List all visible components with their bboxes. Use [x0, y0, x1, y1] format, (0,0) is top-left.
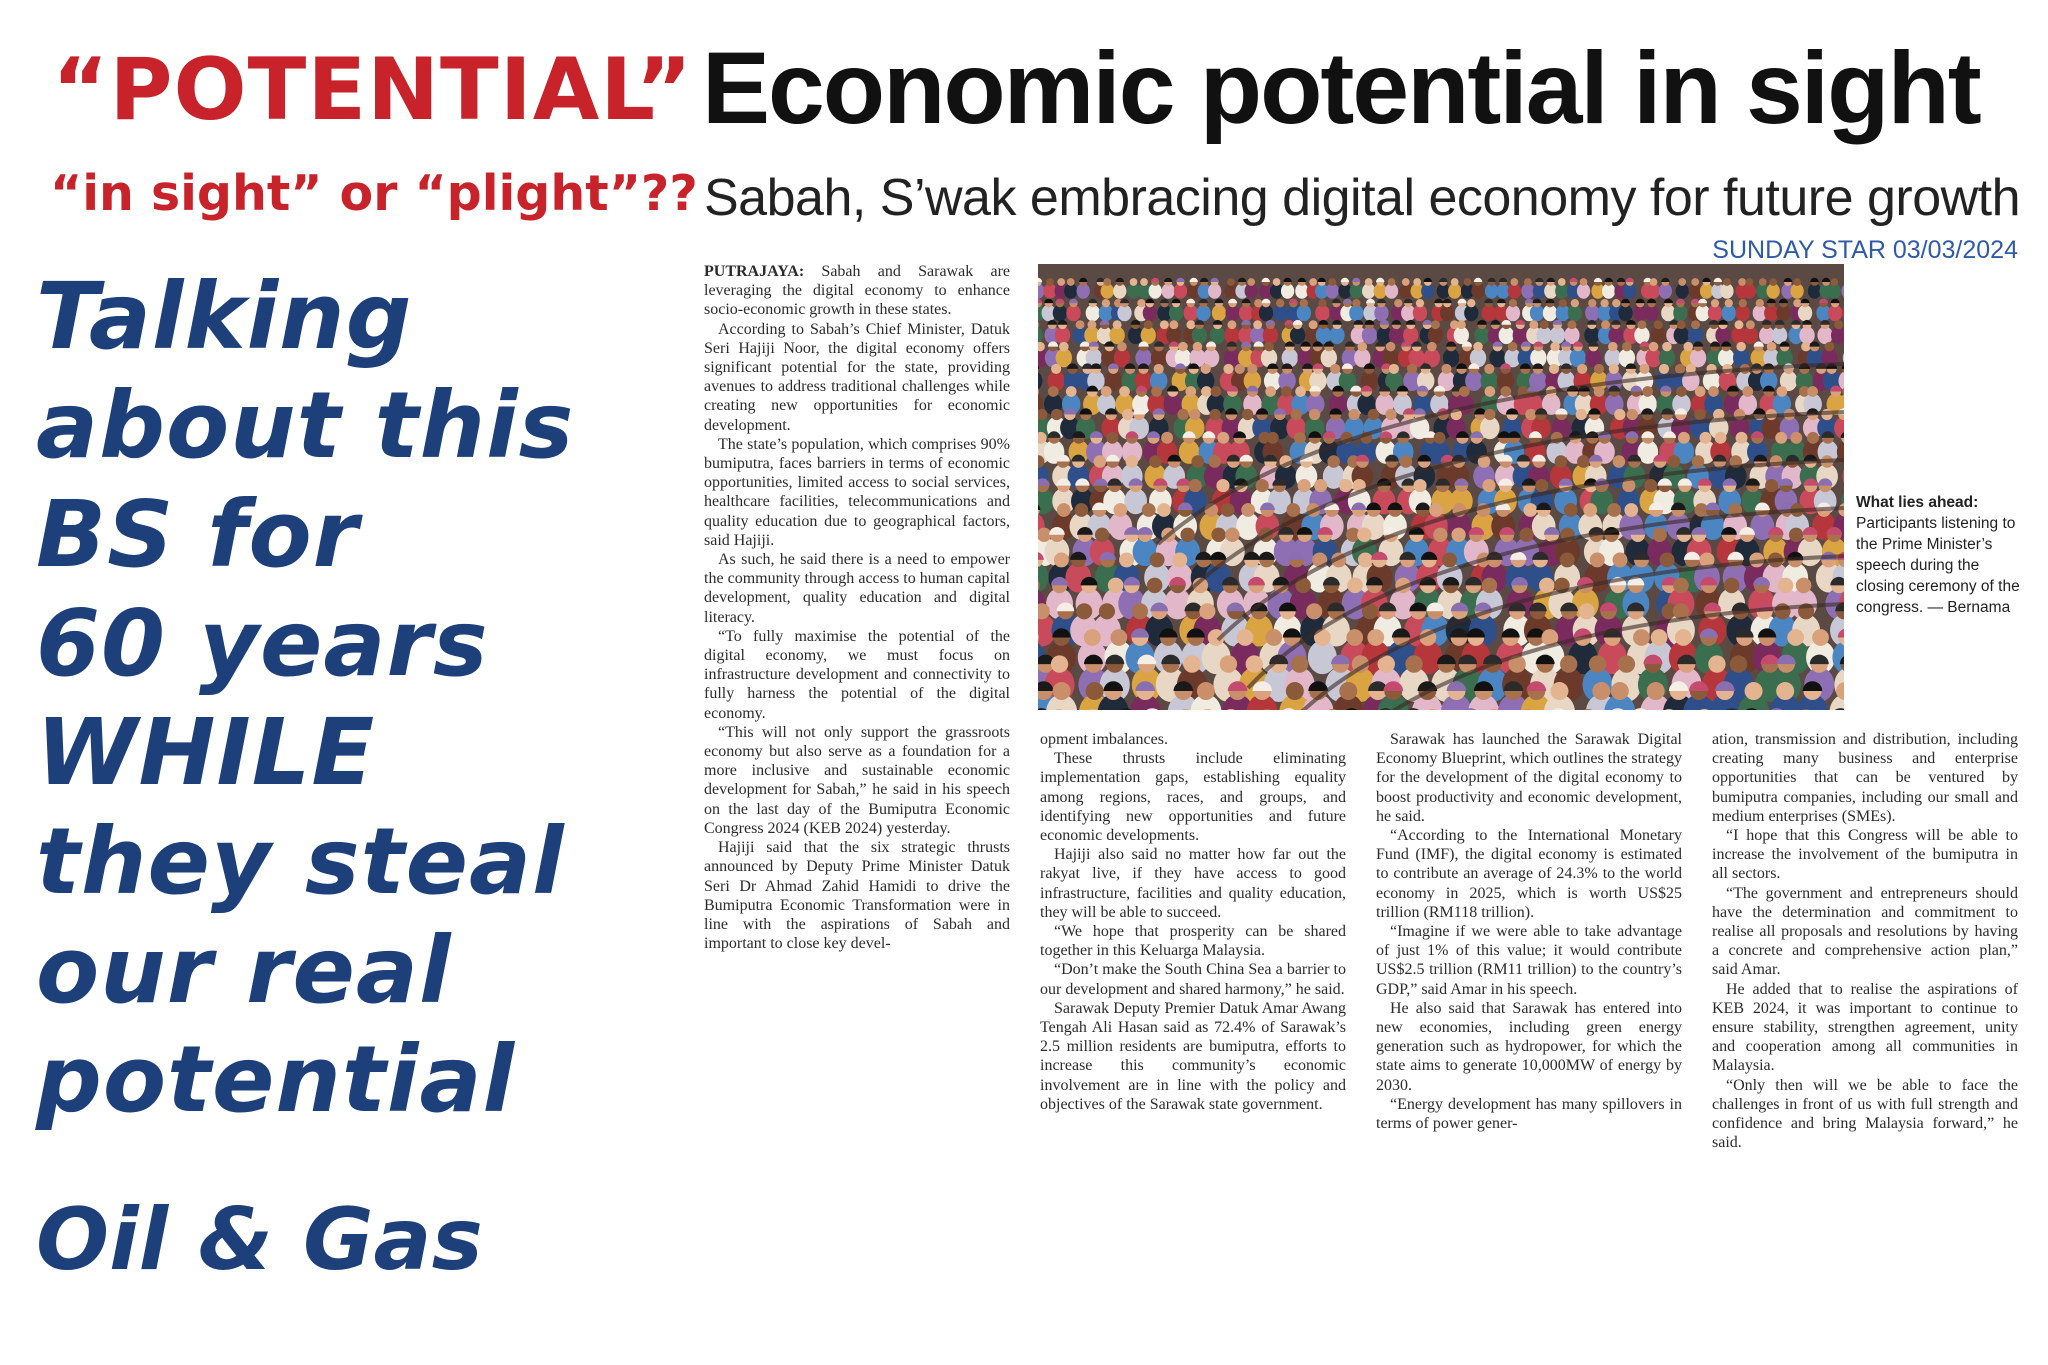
rant-line: about this	[36, 372, 575, 479]
rant-line: potential	[36, 1026, 516, 1133]
paragraph: “Don’t make the South China Sea a barrier to our development and shared harmony,” he said.	[1040, 961, 1346, 998]
article-column-3	[1376, 730, 1682, 1133]
rant-line: they steal	[36, 808, 565, 915]
paragraph: According to Sabah’s Chief Minister, Datuk Seri Hajiji Noor, the digital economy offers significant potential for the state, providing avenues to address traditional challenges while creating new opportunities for economic development.	[704, 320, 1010, 434]
paragraph: opment imbalances.	[1040, 731, 1168, 748]
potential-heading: “POTENTIAL”	[52, 40, 693, 140]
caption-text: Participants listening to the Prime Minister’s speech during the closing ceremony of the congress. — Bernama	[1856, 515, 2020, 616]
article-headline: Economic potential in sight	[702, 31, 1980, 145]
paragraph: “The government and entrepreneurs should have the determination and commitment to realise all proposals and resolutions by having a concrete and comprehensive action plan,” said Amar.	[1712, 884, 2018, 979]
article-column-2	[1040, 730, 1346, 1114]
rant-line: BS for	[36, 481, 360, 588]
paragraph: “Imagine if we were able to take advantage of just 1% of this value; it would contribute US$2.5 trillion (RM11 trillion) to the country’s GDP,” said Amar in his speech.	[1376, 923, 1682, 998]
rant-line: Talking	[36, 263, 413, 370]
commentary-panel	[0, 0, 698, 1365]
paragraph: Sarawak Deputy Premier Datuk Amar Awang Tengah Ali Hasan said as 72.4% of Sarawak’s 2.5 million residents are bumiputra, efforts to increase this community’s economic involvement are in line with the policy and objectives of the Sarawak state government.	[1040, 999, 1346, 1113]
paragraph: Sarawak has launched the Sarawak Digital Economy Blueprint, which outlines the strategy for the development of the digital economy to boost productivity and economic development, he said.	[1376, 731, 1682, 825]
paragraph: He added that to realise the aspirations of KEB 2024, it was important to continue to ensure stability, strengthen agreement, unity and cooperation among all communities in Malaysia.	[1712, 980, 2018, 1075]
in-sight-question: “in sight” or “plight”??	[50, 165, 698, 222]
dateline-place: PUTRAJAYA:	[704, 263, 805, 280]
rant-line: 60 years	[36, 590, 489, 697]
paragraph: “According to the International Monetary Fund (IMF), the digital economy is estimated to contribute an average of 24.3% to the world economy in 2025, which is worth US$25 trillion (RM118 trillion).	[1376, 827, 1682, 921]
paragraph: The state’s population, which comprises 90% bumiputra, faces barriers in terms of economic opportunities, limited access to social services, healthcare facilities, telecommunications and quality education due to geographical factors, said Hajiji.	[704, 435, 1010, 549]
paragraph-text: Sabah and Sarawak are leveraging the digital economy to enhance socio-economic growth in these states.	[704, 263, 1010, 319]
paragraph: “Only then will we be able to face the challenges in front of us with full strength and confidence and bring Malaysia forward,” he said.	[1712, 1076, 2018, 1152]
paragraph: He also said that Sarawak has entered into new economies, including green energy generation such as hydropower, for which the state aims to generate 10,000MW of energy by 2030.	[1376, 999, 1682, 1094]
paragraph: “Energy development has many spillovers in terms of power gener-	[1376, 1095, 1682, 1133]
rant-line: WHILE	[36, 699, 376, 806]
crowd-image	[1038, 264, 1844, 710]
paragraph: “This will not only support the grassroots economy but also serve as a foundation for a more inclusive and sustainable economic development for Sabah,” he said in his speech on the last day of the Bumiputra Economic Congress 2024 (KEB 2024) yesterday.	[704, 723, 1010, 837]
photo-caption	[1856, 492, 2026, 618]
paragraph	[704, 262, 1010, 320]
paragraph: “To fully maximise the potential of the digital economy, we must focus on infrastructure development and connectivity to fully harness the potential of the digital economy.	[704, 627, 1010, 722]
paragraph: “We hope that prosperity can be shared together in this Keluarga Malaysia.	[1040, 923, 1346, 960]
article-column-4	[1712, 730, 2018, 1152]
article-subhead: Sabah, S’wak embracing digital economy for future growth	[704, 169, 2021, 227]
paragraph: These thrusts include eliminating implementation gaps, establishing equality among regions, races, and groups, and identifying new opportunities and future economic developments.	[1040, 750, 1346, 845]
paragraph: As such, he said there is a need to empower the community through access to human capital development, quality education and digital literacy.	[704, 551, 1010, 626]
caption-title: What lies ahead:	[1856, 494, 1979, 511]
oil-gas-text: Oil & Gas	[36, 1190, 483, 1290]
publication-dateline: SUNDAY STAR 03/03/2024	[1712, 236, 2018, 264]
paragraph: Hajiji also said no matter how far out the rakyat live, if they have access to good infrastructure, facilities and quality education, they will be able to succeed.	[1040, 846, 1346, 921]
rant-line: our real	[36, 917, 452, 1024]
paragraph: “I hope that this Congress will be able to increase the involvement of the bumiputra in all sectors.	[1712, 827, 2018, 883]
rant-text	[36, 262, 686, 1134]
congress-audience-photo	[1038, 264, 1844, 710]
paragraph: Hajiji said that the six strategic thrusts announced by Deputy Prime Minister Datuk Seri Dr Ahmad Zahid Hamidi to drive the Bumiputra Economic Transformation were in line with the aspirations of Sabah and important to close key devel-	[704, 839, 1010, 953]
article-column-1	[704, 262, 1010, 953]
paragraph: ation, transmission and distribution, including creating many business and enterprise opportunities that can be ventured by bumiputra companies, including our small and medium enterprises (SMEs).	[1712, 731, 2018, 825]
